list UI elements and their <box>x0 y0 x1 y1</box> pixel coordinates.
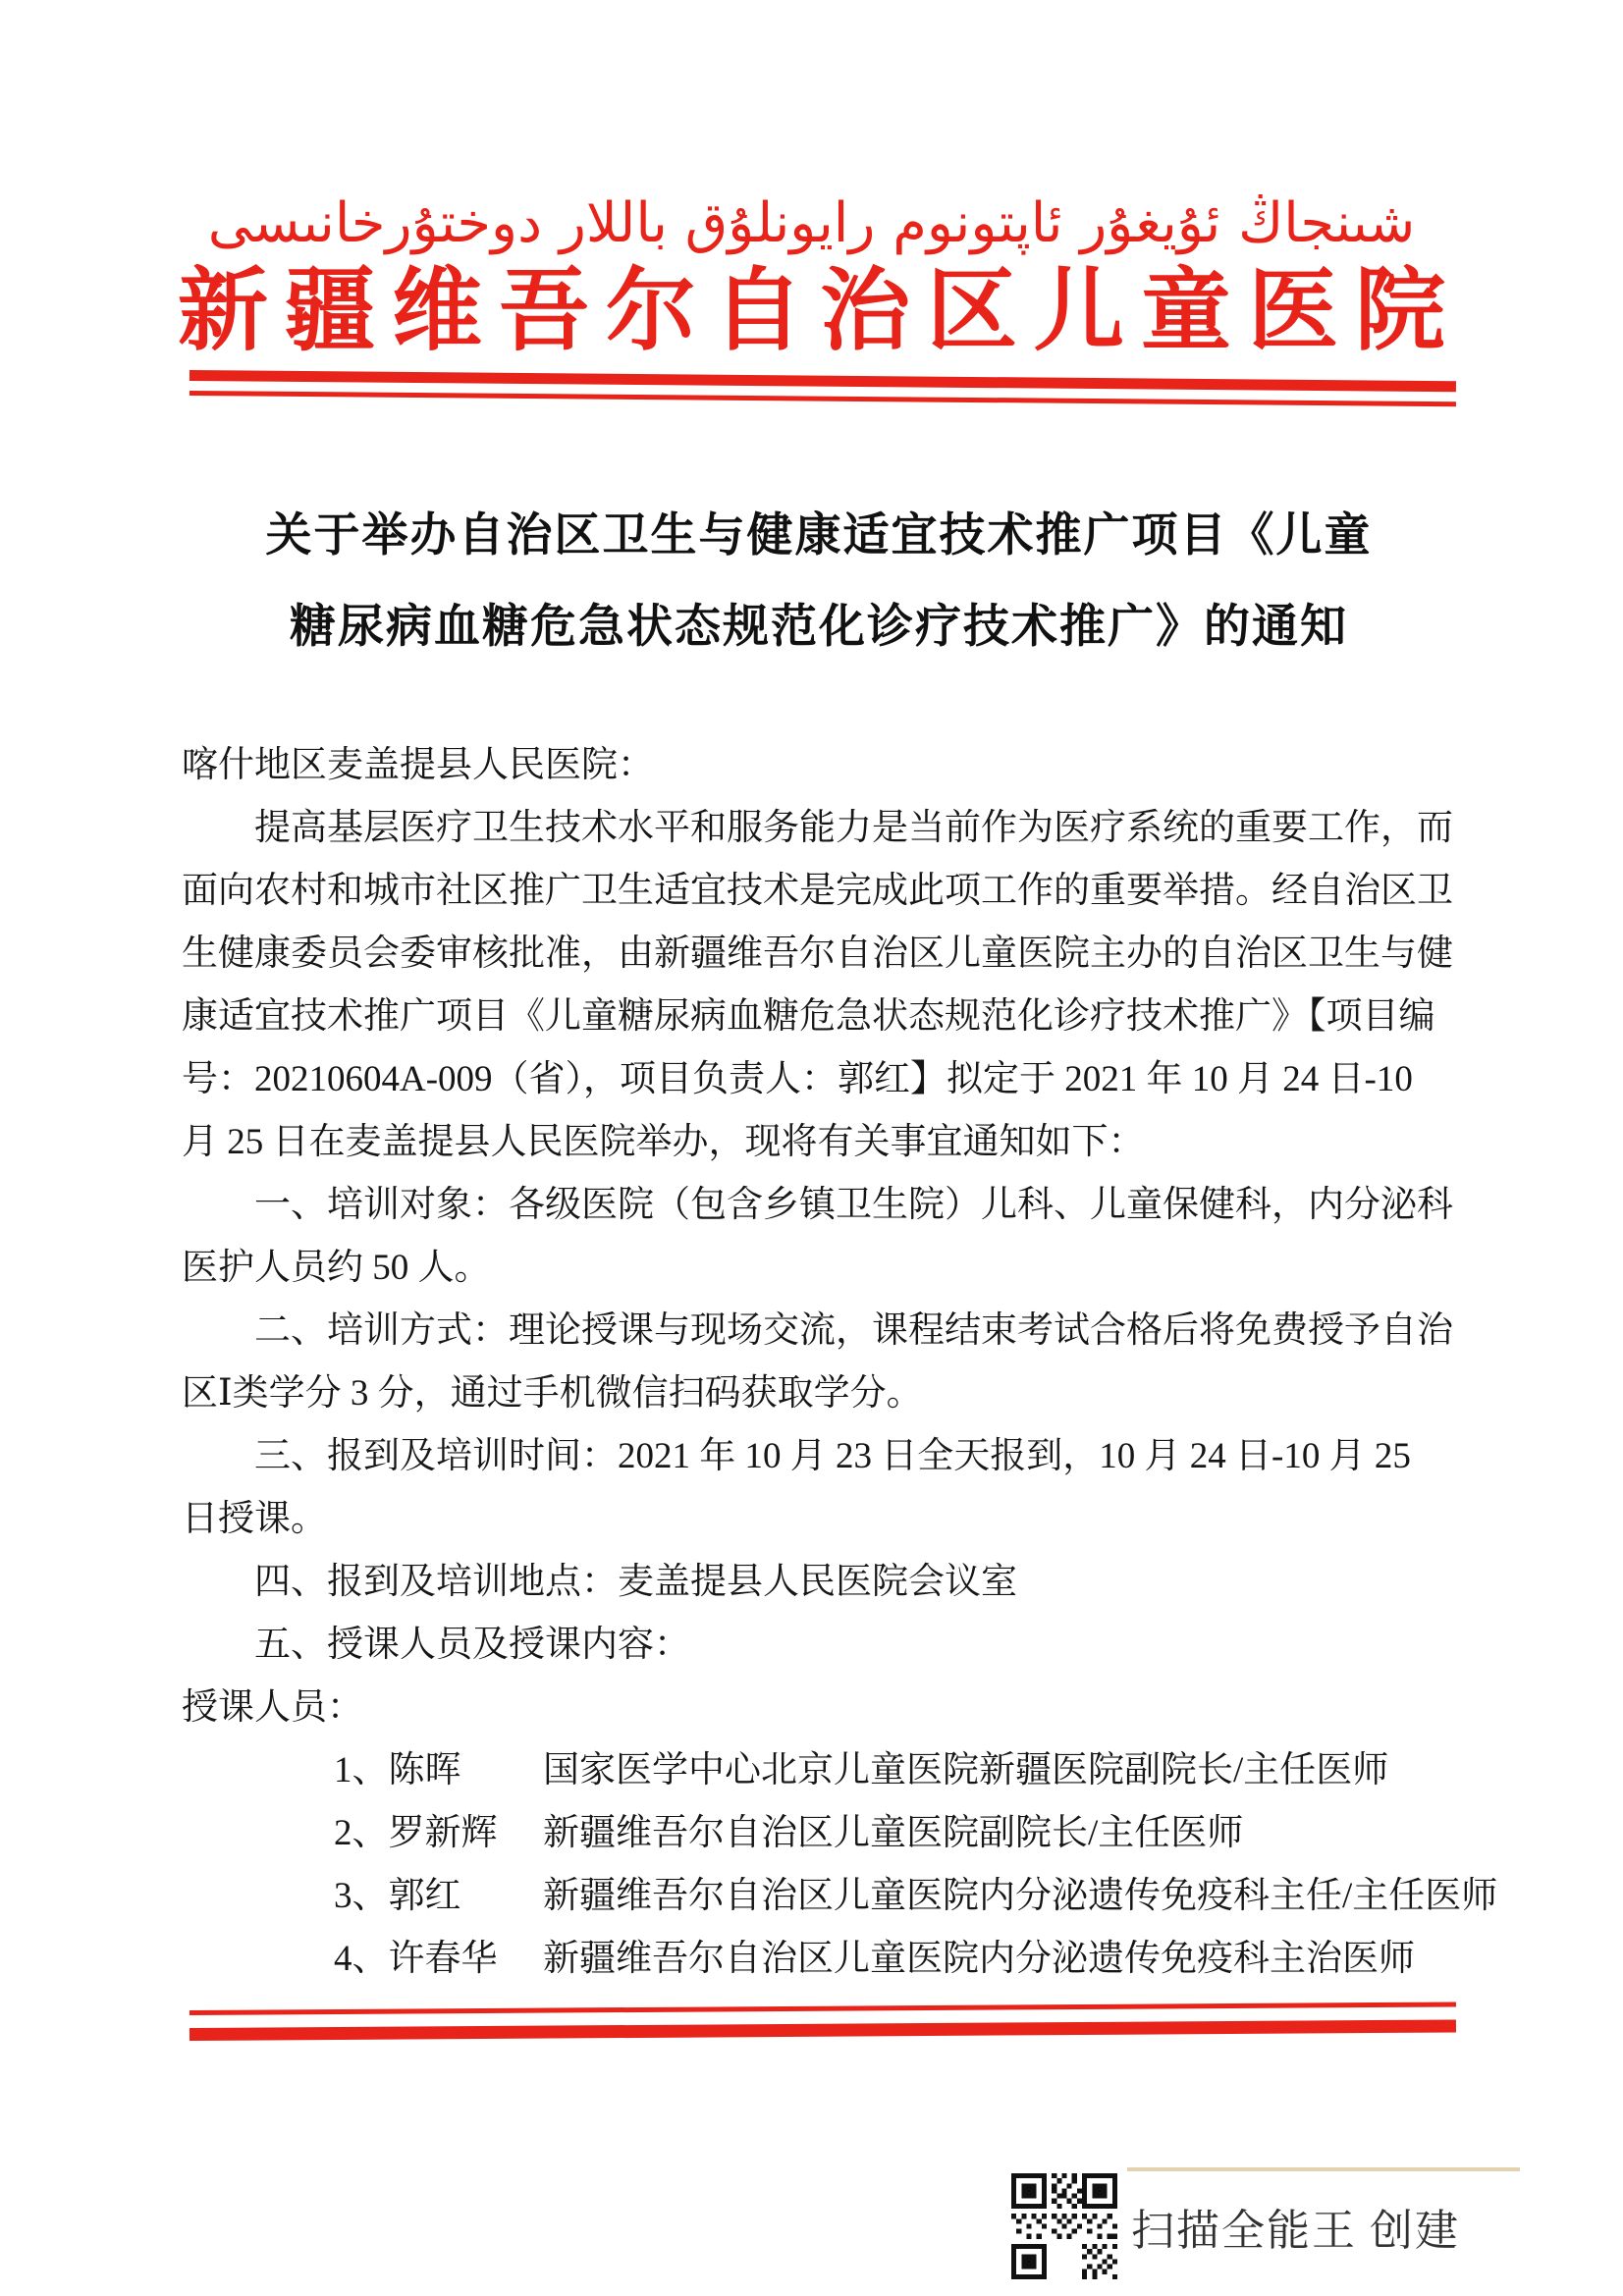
lecturer-name: 2、罗新辉 <box>334 1813 498 1853</box>
body-line: 月 25 日在麦盖提县人民医院举办，现将有关事宜通知如下： <box>182 1122 1145 1162</box>
item-2-training-method: 二、培训方式：理论授课与现场交流，课程结束考试合格后将免费授予自治 <box>254 1310 1453 1351</box>
letterhead-uyghur-name: شىنجاڭ ئۇيغۇر ئاپتونوم رايونلۇق باللار دوختۇرخانىسى <box>207 191 1416 255</box>
document-title-line1: 关于举办自治区卫生与健康适宜技术推广项目《儿童 <box>265 508 1373 561</box>
lecturer-row <box>182 1739 1453 1802</box>
document-title-line2: 糖尿病血糖危急状态规范化诊疗技术推广》的通知 <box>290 600 1348 652</box>
body-line: 号：20210604A-009（省），项目负责人：郭红】拟定于 2021 年 10 月 24 日-10 <box>182 1059 1413 1099</box>
letterhead-hospital-name: 新疆维吾尔自治区儿童医院 <box>177 261 1462 361</box>
lecturer-list-heading: 授课人员： <box>182 1687 363 1728</box>
footer-rule-thin <box>189 2002 1456 2015</box>
lecturer-row <box>182 1928 1453 1991</box>
lecturer-title: 新疆维吾尔自治区儿童医院内分泌遗传免疫科主任/主任医师 <box>543 1876 1498 1916</box>
item-1-training-target: 一、培训对象：各级医院（包含乡镇卫生院）儿科、儿童保健科，内分泌科 <box>254 1185 1453 1225</box>
body-line: 提高基层医疗卫生技术水平和服务能力是当前作为医疗系统的重要工作，而 <box>254 808 1453 848</box>
body-line: 生健康委员会委审核批准，由新疆维吾尔自治区儿童医院主办的自治区卫生与健 <box>182 934 1453 974</box>
lecturer-title: 国家医学中心北京儿童医院新疆医院副院长/主任医师 <box>543 1750 1389 1790</box>
lecturer-name: 3、郭红 <box>334 1876 461 1916</box>
letterhead-rule-thin <box>189 391 1456 406</box>
lecturer-row <box>182 1802 1453 1865</box>
item-4-training-location: 四、报到及培训地点：麦盖提县人民医院会议室 <box>254 1562 1017 1602</box>
document-title <box>182 489 1456 671</box>
lecturer-title: 新疆维吾尔自治区儿童医院内分泌遗传免疫科主治医师 <box>543 1939 1415 1979</box>
letterhead-rule-thick <box>189 370 1456 392</box>
item-5-lecturers-heading: 五、授课人员及授课内容： <box>254 1625 690 1665</box>
watermark-artifact-line <box>1127 2167 1520 2171</box>
body-line: 康适宜技术推广项目《儿童糖尿病血糖危急状态规范化诊疗技术推广》【项目编 <box>182 996 1435 1037</box>
footer-rule-thick <box>189 2019 1456 2041</box>
item-2-continued: 区Ⅰ类学分 3 分，通过手机微信扫码获取学分。 <box>182 1373 923 1414</box>
lecturer-name: 4、许春华 <box>334 1939 498 1979</box>
item-3-training-time: 三、报到及培训时间：2021 年 10 月 23 日全天报到，10 月 24 日-10 月 25 <box>254 1436 1411 1476</box>
lecturer-row <box>182 1865 1498 1928</box>
item-3-continued: 日授课。 <box>182 1499 327 1539</box>
lecturer-title: 新疆维吾尔自治区儿童医院副院长/主任医师 <box>543 1813 1244 1853</box>
item-1-continued: 医护人员约 50 人。 <box>182 1248 491 1288</box>
salutation: 喀什地区麦盖提县人民医院： <box>182 745 654 785</box>
document-body <box>182 734 1498 1991</box>
body-line: 面向农村和城市社区推广卫生适宜技术是完成此项工作的重要举措。经自治区卫 <box>182 871 1453 911</box>
scanner-watermark-text: 扫描全能王 创建 <box>1131 2207 1460 2255</box>
qr-code <box>1011 2171 1117 2281</box>
lecturer-name: 1、陈晖 <box>334 1750 461 1790</box>
